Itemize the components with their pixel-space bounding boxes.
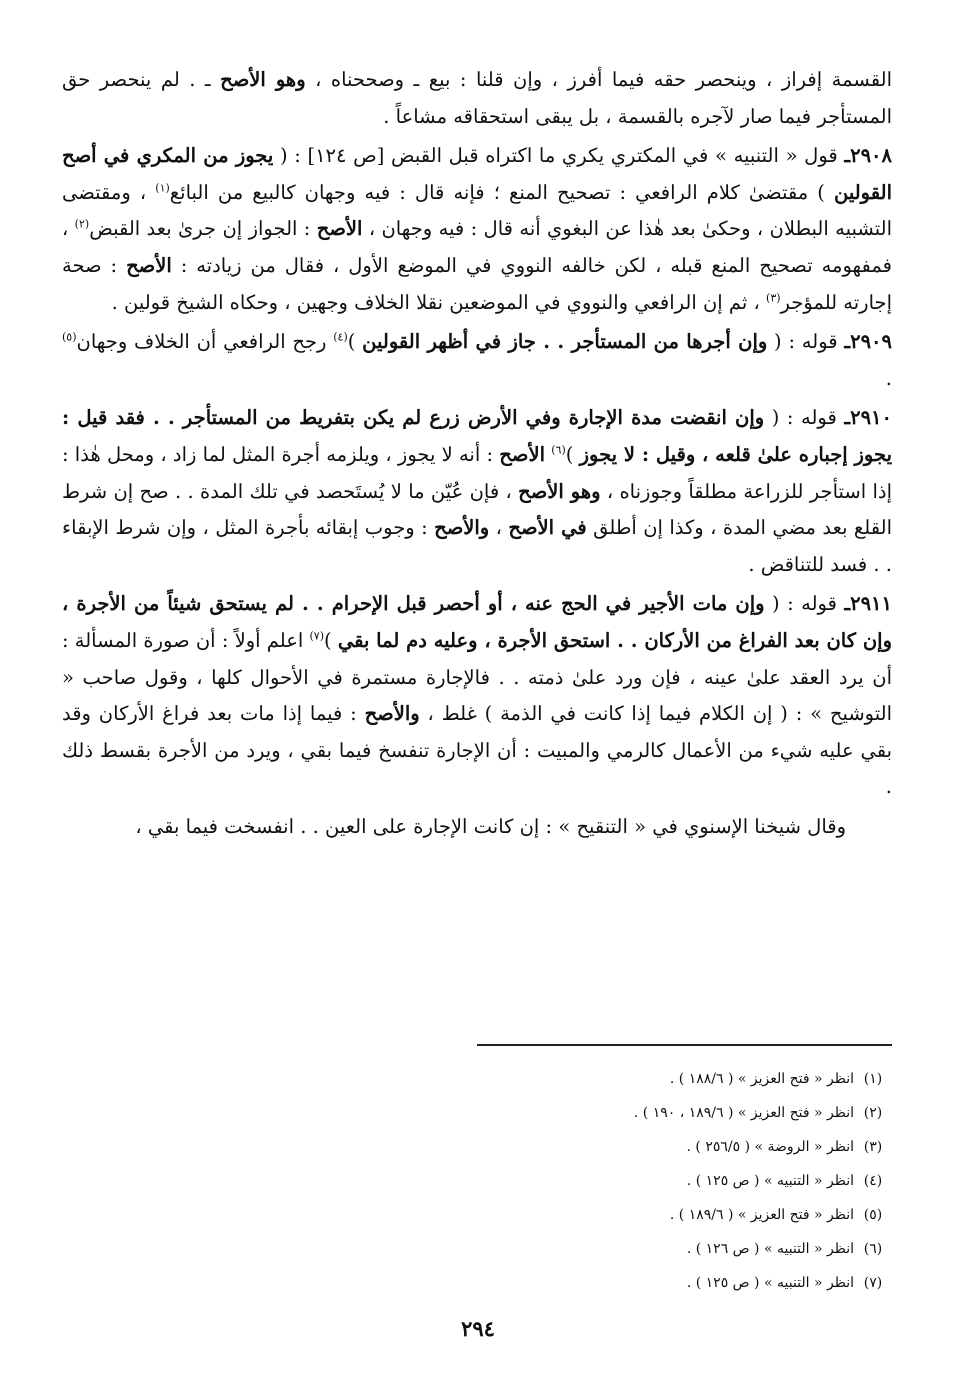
text-run: ) bbox=[347, 330, 363, 354]
footnote-number: (١) bbox=[863, 1071, 883, 1087]
text-run: ، ثم إن الرافعي والنووي في الموضعين نقلا الخلاف وجهين ، وحكاه الشيخ قولين . bbox=[111, 290, 767, 314]
bold-text: وهو الأصح bbox=[518, 479, 601, 503]
footnote bbox=[392, 1232, 892, 1266]
text-run: : صحة إجارته للمؤجر bbox=[62, 253, 892, 314]
footnotes bbox=[392, 1062, 892, 1300]
text-run: : الجواز إن جرىٰ بعد القبض bbox=[89, 217, 317, 241]
bold-text: الأصح bbox=[316, 217, 363, 241]
text-run: قوله : ( bbox=[764, 406, 845, 430]
text-run: : وجوب إبقائه بأجرة المثل ، وإن شرط الإبقاء . . فسد للتناقض . bbox=[62, 516, 892, 576]
text-run: اعلم أولاً : أن صورة المسألة : أن يرد العقد علىٰ عينه ، فإن ورد علىٰ ذمته . . فالإجارة مستمرة في الأحوال كلها ، وقول صاحب « التوشيح » : ( إن الكلام فيما إذا كانت في الذمة ) غلط ، bbox=[62, 628, 892, 726]
text-run: قوله : ( bbox=[764, 592, 845, 616]
footnote bbox=[392, 1198, 892, 1232]
footnote-text: انظر « فتح العزيز » ( ١٨٨/٦ ) . bbox=[669, 1071, 854, 1087]
footnote-text: انظر « التنبيه » ( ص ١٢٦ ) . bbox=[686, 1241, 854, 1257]
footnote-ref: (٧) bbox=[309, 629, 324, 643]
footnote-number: (٥) bbox=[863, 1207, 883, 1223]
paragraph bbox=[62, 62, 892, 135]
footnote-divider bbox=[477, 1044, 892, 1046]
text-run: القسمة إفراز ، وينحصر حقه فيما أفرز ، وإن قلنا : بيع ـ وصححناه ، bbox=[305, 68, 892, 91]
paragraph-number: ٢٩٠٩ـ bbox=[844, 330, 892, 354]
footnote-number: (٧) bbox=[863, 1275, 883, 1291]
bold-text: والأصح bbox=[434, 516, 490, 540]
footnote-number: (٦) bbox=[863, 1241, 883, 1257]
text-run: : فيما إذا مات بعد فراغ الأركان وقد بقي عليه شيء من الأعمال كالرمي والمبيت : أن الإجارة تنفسخ فيما بقي ، ويرد من الأجرة بقسط ذلك . bbox=[62, 702, 892, 799]
paragraph bbox=[62, 586, 892, 806]
text-run: ، فإن عُيّن ما لا يُستَحصد في تلك المدة . . صح إن شرط القلع بعد مضي المدة ، وكذا إن أطلق bbox=[62, 479, 892, 540]
bold-text: يجوز من المكري في أصح القولين bbox=[62, 144, 892, 204]
bold-text: وإن أجرها من المستأجر . . جاز في أظهر القولين bbox=[362, 330, 768, 354]
bold-text: وهو الأصح bbox=[220, 68, 306, 91]
footnote-ref: (٣) bbox=[766, 291, 781, 305]
bold-text: في الأصح bbox=[508, 516, 587, 540]
page-number: ٢٩٤ bbox=[461, 1316, 495, 1341]
footnote-text: انظر « التنبيه » ( ص ١٢٥ ) . bbox=[686, 1275, 854, 1291]
bold-text: الأصح bbox=[126, 253, 172, 277]
footnote-text: انظر « التنبيه » ( ص ١٢٥ ) . bbox=[686, 1173, 854, 1189]
footnote bbox=[392, 1062, 892, 1096]
text-run: رجح الرافعي أن الخلاف وجهان bbox=[76, 330, 334, 354]
paragraph bbox=[62, 400, 892, 583]
footnote-text: انظر « الروضة » ( ٢٥٦/٥ ) . bbox=[686, 1139, 854, 1155]
footnote-text: انظر « فتح العزيز » ( ١٨٩/٦ ) . bbox=[669, 1207, 854, 1223]
bold-text: وإن مات الأجير في الحج عنه ، أو أحصر قبل الإحرام . . لم يستحق شيئاً من الأجرة ، وإن كان بعد الفراغ من الأركان . . استحق الأجرة ، وعليه دم لما بقي bbox=[62, 592, 892, 652]
text-run: ، ومقتضى التشبيه البطلان ، وحكىٰ بعد هٰذا عن البغوي أنه قال : فيه وجهان ، bbox=[62, 180, 892, 241]
bold-text: وإن انقضت مدة الإجارة وفي الأرض زرع لم يكن بتفريط من المستأجر . . فقد قيل : يجوز إجباره علىٰ قلعه ، وقيل : لا يجوز bbox=[62, 406, 893, 466]
footnote bbox=[392, 1266, 892, 1300]
text-run: ـ . لم ينحصر حق المستأجر فيما صار لآجره بالقسمة ، بل يبقى استحقاقه مشاعاً . bbox=[62, 68, 892, 128]
footnote bbox=[392, 1164, 892, 1198]
paragraph-number: ٢٩٠٨ـ bbox=[844, 144, 892, 168]
footnote-ref: (١) bbox=[155, 181, 170, 195]
text-run: : أنه لا يجوز ، ويلزمه أجرة المثل لما زاد ، ومحل هٰذا : إذا استأجر للزراعة مطلقاً وجوزناه ، bbox=[62, 442, 893, 503]
footnote bbox=[392, 1096, 892, 1130]
paragraph-number: ٢٩١١ـ bbox=[844, 592, 892, 616]
text-run: قول « التنبيه » في المكتري يكري ما اكتراه قبل القبض [ص ١٢٤] : ( bbox=[273, 144, 845, 168]
text-run: ، bbox=[489, 516, 509, 540]
text-run: وقال شيخنا الإسنوي في « التنقيح » : إن كانت الإجارة على العين . . انفسخت فيما بقي ، bbox=[135, 814, 846, 838]
footnote-number: (٤) bbox=[863, 1173, 883, 1189]
text-run: ) bbox=[565, 442, 580, 466]
text-run: ، فمفهومه تصحيح المنع قبله ، لكن خالفه النووي في الموضع الأول ، فقال من زيادته : bbox=[62, 217, 892, 277]
footnote-ref: (٢) bbox=[74, 217, 90, 231]
footnote-number: (٢) bbox=[863, 1105, 883, 1121]
paragraph bbox=[62, 324, 892, 397]
text-run: قوله : ( bbox=[767, 330, 845, 354]
main-text bbox=[62, 62, 892, 848]
paragraph bbox=[62, 138, 892, 321]
paragraph bbox=[62, 809, 892, 846]
paragraph-number: ٢٩١٠ـ bbox=[844, 406, 893, 430]
footnote-ref: (٤) bbox=[333, 330, 348, 344]
footnote bbox=[392, 1130, 892, 1164]
text-run: ) bbox=[324, 628, 338, 652]
bold-text: والأصح bbox=[364, 702, 420, 726]
footnote-number: (٣) bbox=[863, 1139, 883, 1155]
footnote-ref: (٥) bbox=[62, 330, 77, 344]
bold-text: الأصح bbox=[499, 442, 545, 466]
text-run: ) مقتضىٰ كلام الرافعي : تصحيح المنع ؛ فإنه قال : فيه وجهان كالبيع من البائع bbox=[169, 180, 835, 204]
footnote-text: انظر « فتح العزيز » ( ١٨٩/٦ ، ١٩٠ ) . bbox=[633, 1105, 854, 1121]
text-run: . bbox=[885, 366, 892, 390]
footnote-ref: (٦) bbox=[551, 443, 566, 457]
